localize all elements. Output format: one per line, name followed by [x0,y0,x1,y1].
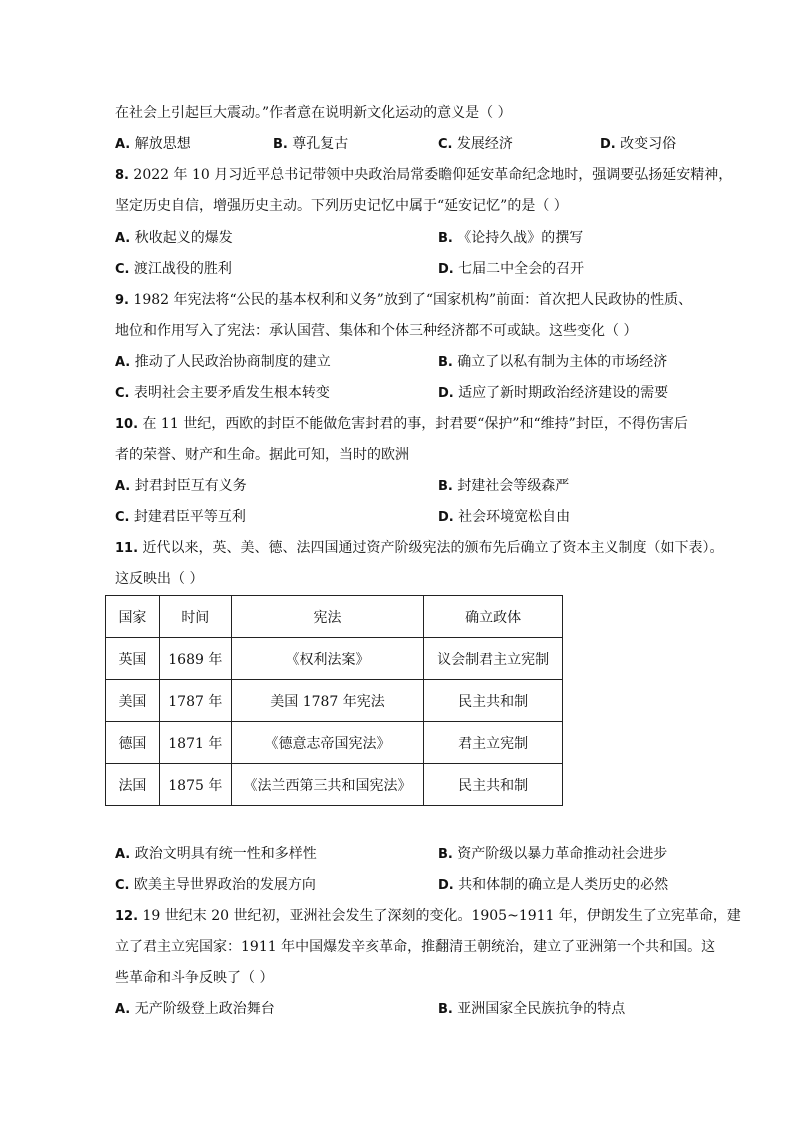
table-cell: 民主共和制 [424,680,563,722]
question-12-line-1: 12. 19 世纪末 20 世纪初，亚洲社会发生了深刻的变化。1905~1911 年，伊朗发生了立宪革命，建 [115,908,741,924]
q10-option-a: A. 封君封臣互有义务 [115,478,247,494]
table-row [106,764,563,806]
table-row [106,680,563,722]
table-cell: 《德意志帝国宪法》 [231,722,424,764]
table-cell: 议会制君主立宪制 [424,638,563,680]
table-cell: 美国 1787 年宪法 [231,680,424,722]
question-9-line-1: 9. 1982 年宪法将“公民的基本权利和义务”放到了“国家机构”前面：首次把人民政协的性质、 [115,292,693,308]
table-header-row [106,596,563,638]
question-8-line-2: 坚定历史自信，增强历史主动。下列历史记忆中属于“延安记忆”的是（ ） [115,198,568,214]
q11-option-d: D. 共和体制的确立是人类历史的必然 [438,877,669,893]
table-cell: 1871 年 [159,722,231,764]
table-cell: 德国 [106,722,160,764]
question-9-line-2: 地位和作用写入了宪法：承认国营、集体和个体三种经济都不可或缺。这些变化（ ） [115,323,638,339]
q12-option-a: A. 无产阶级登上政治舞台 [115,1001,275,1017]
q10-option-b: B. 封建社会等级森严 [438,478,570,494]
question-12-line-3: 些革命和斗争反映了（ ） [115,970,274,986]
q11-option-b: B. 资产阶级以暴力革命推动社会进步 [438,846,668,862]
q10-option-c: C. 封建君臣平等互利 [115,509,246,525]
q11-option-c: C. 欧美主导世界政治的发展方向 [115,877,316,893]
table-cell: 《权利法案》 [231,638,424,680]
table-cell: 英国 [106,638,160,680]
question-11-line-2: 这反映出（ ） [115,571,204,587]
q7-option-b: B. 尊孔复古 [273,136,349,152]
question-7-tail: 在社会上引起巨大震动。”作者意在说明新文化运动的意义是（ ） [115,105,512,121]
q8-option-b: B. 《论持久战》的撰写 [438,230,584,246]
q7-option-c: C. 发展经济 [438,136,513,152]
table-cell: 君主立宪制 [424,722,563,764]
question-8-line-1: 8. 2022 年 10 月习近平总书记带领中央政治局常委瞻仰延安革命纪念地时，强调要弘扬延安精神， [115,167,733,183]
q12-option-b: B. 亚洲国家全民族抗争的特点 [438,1001,626,1017]
q9-option-b: B. 确立了以私有制为主体的市场经济 [438,354,668,370]
question-10-line-2: 者的荣誉、财产和生命。据此可知，当时的欧洲 [115,447,409,463]
q10-option-d: D. 社会环境宽松自由 [438,509,571,525]
question-10-line-1: 10. 在 11 世纪，西欧的封臣不能做危害封君的事，封君要“保护”和“维持”封臣，不得伤害后 [115,416,688,432]
q8-option-c: C. 渡江战役的胜利 [115,261,232,277]
q7-option-a: A. 解放思想 [115,136,191,152]
table-cell: 1787 年 [159,680,231,722]
question-12-line-2: 立了君主立宪国家：1911 年中国爆发辛亥革命，推翻清王朝统治，建立了亚洲第一个共和国。这 [115,939,716,955]
table-row [106,638,563,680]
q9-option-a: A. 推动了人民政治协商制度的建立 [115,354,331,370]
q7-option-d: D. 改变习俗 [600,136,677,152]
q11-option-a: A. 政治文明具有统一性和多样性 [115,846,317,862]
table-header-cell: 确立政体 [424,596,563,638]
q8-option-d: D. 七届二中全会的召开 [438,261,585,277]
table-cell: 1689 年 [159,638,231,680]
question-11-line-1: 11. 近代以来，英、美、德、法四国通过资产阶级宪法的颁布先后确立了资本主义制度（如下表）。 [115,540,724,556]
table-header-cell: 国家 [106,596,160,638]
q9-option-d: D. 适应了新时期政治经济建设的需要 [438,385,669,401]
table-cell: 《法兰西第三共和国宪法》 [231,764,424,806]
table-header-cell: 宪法 [231,596,424,638]
q8-option-a: A. 秋收起义的爆发 [115,230,233,246]
constitution-table [105,595,563,806]
table-cell: 1875 年 [159,764,231,806]
table-header-cell: 时间 [159,596,231,638]
table-cell: 民主共和制 [424,764,563,806]
table-row [106,722,563,764]
table-cell: 法国 [106,764,160,806]
q9-option-c: C. 表明社会主要矛盾发生根本转变 [115,385,330,401]
table-cell: 美国 [106,680,160,722]
